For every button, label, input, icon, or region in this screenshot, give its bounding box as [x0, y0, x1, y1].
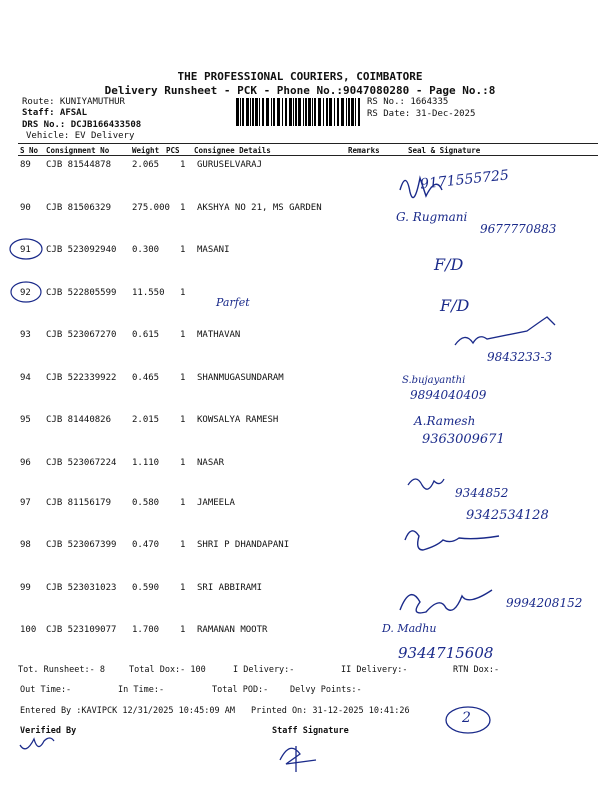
row-consignee: SHANMUGASUNDARAM	[197, 373, 284, 383]
barcode-bar	[318, 98, 321, 126]
handwritten-name: A.Ramesh	[414, 414, 476, 428]
row-pcs: 1	[180, 583, 186, 593]
barcode-bar	[262, 98, 264, 126]
barcode-bar	[305, 98, 307, 126]
company-title: THE PROFESSIONAL COURIERS, COIMBATORE	[177, 70, 423, 83]
row-pcs: 1	[180, 160, 186, 170]
row-pcs: 1	[180, 625, 186, 635]
row-pcs: 1	[180, 245, 186, 255]
row-consignment: CJB 523067270	[46, 330, 117, 340]
handwritten-phone: 9171555725	[419, 167, 510, 193]
handwritten-phone: 9843233-3	[487, 350, 553, 364]
in-time: In Time:-	[118, 685, 165, 695]
staff-label: Staff: AFSAL	[22, 108, 88, 118]
handwritten-phone: 9894040409	[410, 388, 487, 402]
col-sno: S No	[20, 146, 39, 155]
barcode-bar	[277, 98, 280, 126]
row-consignee: JAMEELA	[197, 498, 235, 508]
barcode-bar	[351, 98, 354, 126]
out-time: Out Time:-	[20, 685, 72, 695]
barcode-bar	[295, 98, 297, 126]
delvy-points: Delvy Points:-	[290, 685, 362, 695]
col-consignee: Consignee Details	[194, 146, 271, 155]
total-dox: Total Dox:- 100	[129, 665, 206, 675]
row-sno: 93	[20, 330, 31, 340]
barcode-bar	[240, 98, 241, 126]
row-weight: 1.700	[132, 625, 160, 635]
rtn-dox: RTN Dox:-	[453, 665, 500, 675]
barcode-bar	[337, 98, 339, 126]
handwritten-phone: 9344715608	[398, 644, 494, 662]
row-consignment: CJB 522805599	[46, 288, 117, 298]
barcode-bar	[289, 98, 292, 126]
handwritten-name: D. Madhu	[382, 622, 437, 635]
row-pcs: 1	[180, 330, 186, 340]
row-pcs: 1	[180, 373, 186, 383]
barcode-bar	[266, 98, 269, 126]
row-consignment: CJB 523067224	[46, 458, 117, 468]
row-weight: 11.550	[132, 288, 165, 298]
barcode-bar	[308, 98, 311, 126]
total-pod: Total POD:-	[212, 685, 269, 695]
row-pcs: 1	[180, 415, 186, 425]
entered-by: Entered By :KAVIPCK 12/31/2025 10:45:09 AM	[20, 706, 235, 716]
staff-signature: Staff Signature	[272, 726, 349, 736]
row-consignee: SRI ABBIRAMI	[197, 583, 263, 593]
col-seal: Seal & Signature	[408, 146, 481, 155]
i-delivery: I Delivery:-	[233, 665, 295, 675]
barcode-bar	[323, 98, 324, 126]
row-consignee: MASANI	[197, 245, 230, 255]
row-weight: 1.110	[132, 458, 160, 468]
barcode-bar	[348, 98, 350, 126]
barcode-bar	[246, 98, 249, 126]
barcode-bar	[329, 98, 332, 126]
row-sno: 96	[20, 458, 31, 468]
row-weight: 275.000	[132, 203, 170, 213]
row-pcs: 1	[180, 498, 186, 508]
table-row	[0, 160, 600, 202]
row-consignment: CJB 81440826	[46, 415, 112, 425]
row-sno: 90	[20, 203, 31, 213]
row-consignment: CJB 523067399	[46, 540, 117, 550]
row-consignment: CJB 523109077	[46, 625, 117, 635]
runsheet-subtitle: Delivery Runsheet - PCK - Phone No.:9047080280 - Page No.:8	[104, 84, 496, 97]
col-remarks: Remarks	[348, 146, 380, 155]
handwritten-remark: Parfet	[216, 296, 250, 309]
row-consignment: CJB 81544878	[46, 160, 112, 170]
barcode-bar	[273, 98, 275, 126]
handwritten-phone: 9342534128	[466, 508, 549, 523]
row-sno: 91	[20, 245, 31, 255]
barcode-graphic	[236, 98, 362, 126]
row-consignee: NASAR	[197, 458, 225, 468]
table-row	[0, 245, 600, 287]
row-consignment: CJB 81156179	[46, 498, 112, 508]
barcode-bar	[341, 98, 344, 126]
row-sno: 92	[20, 288, 31, 298]
row-sno: 99	[20, 583, 31, 593]
row-weight: 0.580	[132, 498, 160, 508]
row-consignee: MATHAVAN	[197, 330, 241, 340]
handwritten-phone: 9344852	[455, 486, 509, 500]
printed-on: Printed On: 31-12-2025 10:41:26	[251, 706, 410, 716]
barcode-bar	[312, 98, 313, 126]
barcode-bar	[250, 98, 251, 126]
verified-by: Verified By	[20, 726, 77, 736]
handwritten-phone: 9363009671	[422, 432, 505, 447]
route-label: Route: KUNIYAMUTHUR	[22, 97, 125, 107]
row-pcs: 1	[180, 458, 186, 468]
row-weight: 0.470	[132, 540, 160, 550]
table-row	[0, 415, 600, 457]
barcode-bar	[298, 98, 301, 126]
col-consignment: Consignment No	[46, 146, 110, 155]
row-consignment: CJB 523092940	[46, 245, 117, 255]
row-consignment: CJB 81506329	[46, 203, 112, 213]
barcode-bar	[303, 98, 304, 126]
handwritten-note: F/D	[440, 296, 470, 315]
col-weight: Weight	[132, 146, 160, 155]
row-pcs: 1	[180, 540, 186, 550]
row-weight: 2.065	[132, 160, 160, 170]
row-consignment: CJB 522339922	[46, 373, 117, 383]
barcode-bar	[252, 98, 254, 126]
row-weight: 0.615	[132, 330, 160, 340]
row-sno: 98	[20, 540, 31, 550]
handwritten-name: G. Rugmani	[396, 210, 468, 224]
row-pcs: 1	[180, 288, 186, 298]
barcode-bar	[358, 98, 360, 126]
barcode-bar	[236, 98, 239, 126]
header-rule-top	[18, 143, 598, 144]
table-row	[0, 625, 600, 667]
row-consignee: RAMANAN MOOTR	[197, 625, 268, 635]
row-consignee: AKSHYA NO 21, MS GARDEN	[197, 203, 322, 213]
row-consignee: SHRI P DHANDAPANI	[197, 540, 290, 550]
row-sno: 97	[20, 498, 31, 508]
row-weight: 0.300	[132, 245, 160, 255]
row-sno: 100	[20, 625, 37, 635]
drs-label: DRS No.: DCJB166433508	[22, 120, 142, 130]
col-pcs: PCS	[166, 146, 180, 155]
row-sno: 94	[20, 373, 31, 383]
rs-date: RS Date: 31-Dec-2025	[367, 109, 476, 119]
barcode-bar	[334, 98, 335, 126]
barcode-bar	[314, 98, 316, 126]
barcode-bar	[259, 98, 260, 126]
table-row	[0, 373, 600, 415]
row-pcs: 1	[180, 203, 186, 213]
barcode-bar	[355, 98, 356, 126]
handwritten-note: F/D	[434, 255, 464, 274]
barcode-bar	[271, 98, 272, 126]
row-weight: 0.590	[132, 583, 160, 593]
row-weight: 0.465	[132, 373, 160, 383]
barcode-bar	[282, 98, 283, 126]
barcode-bar	[285, 98, 287, 126]
row-consignment: CJB 523031023	[46, 583, 117, 593]
total-runsheet: Tot. Runsheet:- 8	[18, 665, 105, 675]
row-consignee: GURUSELVARAJ	[197, 160, 263, 170]
rs-number: RS No.: 1664335	[367, 97, 449, 107]
barcode-bar	[346, 98, 347, 126]
barcode-bar	[255, 98, 258, 126]
table-row	[0, 540, 600, 582]
barcode-bar	[242, 98, 244, 126]
table-row	[0, 288, 600, 330]
circled-number: 2	[462, 710, 471, 726]
row-weight: 2.015	[132, 415, 160, 425]
row-sno: 89	[20, 160, 31, 170]
header-rule-bottom	[18, 155, 598, 156]
table-row	[0, 458, 600, 500]
barcode	[236, 98, 362, 126]
barcode-bar	[293, 98, 294, 126]
handwritten-phone: 9994208152	[506, 596, 583, 610]
handwritten-name: S.bujayanthi	[402, 375, 466, 386]
row-sno: 95	[20, 415, 31, 425]
barcode-bar	[326, 98, 328, 126]
vehicle-label: Vehicle: EV Delivery	[26, 131, 135, 141]
handwritten-phone: 9677770883	[480, 222, 557, 236]
ii-delivery: II Delivery:-	[341, 665, 408, 675]
row-consignee: KOWSALYA RAMESH	[197, 415, 279, 425]
